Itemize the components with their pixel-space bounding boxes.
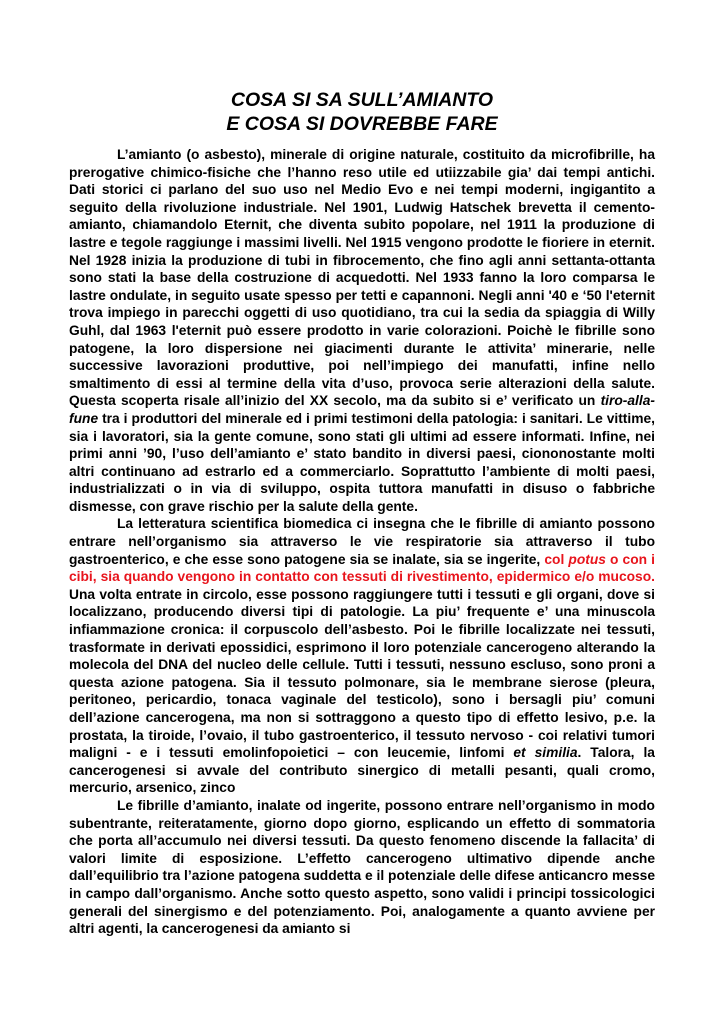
paragraph-1 <box>69 146 655 515</box>
title-line-2: E COSA SI DOVREBBE FARE <box>226 113 498 135</box>
paragraph-2-text-a: La letteratura scientifica biomedica ci insegna che le fibrille di amianto possono entrare nell’organismo sia attraverso le vie respiratorie sia attraverso il tubo gastroenterico, e che esse sono patogene sia se inalate, sia se ingerite, <box>69 516 655 567</box>
paragraph-2-text-b: Una volta entrate in circolo, esse possono raggiungere tutti i tessuti e gli organi, dove si localizzano, producendo diversi tipi di patologie. La piu’ frequente e’ una minuscola infiammazione cronica: il corpuscolo dell’asbesto. Poi le fibrille localizzate nei tessuti, trasformate in derivati epossidici, esprimono il loro potenziale cancerogeno alterando la molecola del DNA del nucleo delle cellule. Tutti i tessuti, nessuno escluso, sono proni a questa azione patogena. Sia il tessuto polmonare, sia le membrane sierose (pleura, peritoneo, pericardio, tonaca vaginale del testicolo), sono i bersagli piu’ comuni dell’azione cancerogena, ma non si sottraggono a questo tipo di effetto lesivo, p.e. la prostata, la tiroide, l’ovaio, il tubo gastroenterico, il tessuto nervoso - coi relativi tumori maligni - e i tessuti emolinfopoietici – con leucemie, linfomi <box>69 586 655 761</box>
document-body <box>69 146 655 938</box>
paragraph-1-text-a: L’amianto (o asbesto), minerale di origine naturale, costituito da microfibrille, ha prerogative chimico-fisiche che l’hanno reso utile ed utiizzabile gia’ dai tempi antichi. Dati storici ci parlano del suo uso nel Medio Evo e nei tempi moderni, ingigantito a seguito della rivoluzione industriale. Nel 1901, Ludwig Hatschek brevetta il cemento-amianto, chiamandolo Eternit, che diventa subito popolare, nel 1911 la produzione di lastre e tegole raggiunge i massimi livelli. Nel 1915 vengono prodotte le fioriere in eternit. Nel 1928 inizia la produzione di tubi in fibrocemento, che fino agli anni settanta-ottanta sono stati la base della costruzione di acquedotti. Nel 1933 fanno la loro comparsa le lastre ondulate, in seguito usate spesso per tetti e capannoni. Negli anni '40 e ‘50 l'eternit trova impiego in parecchi oggetti di uso quotidiano, tra cui la sedia da spiaggia di Willy Guhl, dal 1963 l'eternit può essere prodotto in varie colorazioni. Poichè le fibrille sono patogene, la loro dispersione nei giacimenti durante le attivita’ minerarie, nelle successive lavorazioni produttive, poi nell’impiego dei manufatti, infine nello smaltimento di essi al termine della vita d’uso, provoca serie alterazioni della salute. Questa scoperta risale all’inizio del XX secolo, ma da subito si e’ verificato un <box>69 147 655 409</box>
paragraph-2-emphasis: et similia <box>513 745 578 761</box>
paragraph-1-text-b: tra i produttori del minerale ed i primi testimoni della patologia: i sanitari. Le vittime, sia i lavoratori, sia la gente comune, sono stati gli ultimi ad essere informati. Infine, nei primi anni ’90, l’uso dell’amianto e’ stato bandito in diversi paesi, ciononostante molti altri continuano ad estrarlo ed a commerciarlo. Soprattutto l’ambiente di molti paesi, industrializzati o in via di sviluppo, ospita tuttora manufatti in disuso o fabbriche dismesse, con grave rischio per la salute della gente. <box>69 410 655 514</box>
paragraph-2-highlight-emphasis: potus <box>568 551 606 567</box>
document-title <box>0 88 724 136</box>
paragraph-2-highlight-a: col <box>544 551 569 567</box>
paragraph-2-highlight-b: o con i cibi, sia quando vengono in contatto con tessuti di rivestimento, epidermico e/o mucoso. <box>69 551 655 585</box>
paragraph-2-text-c: . Talora, la cancerogenesi si avvale del contributo sinergico di metalli pesanti, quali cromo, mercurio, arsenico, zinco <box>69 745 655 796</box>
title-line-1: COSA SI SA SULL’AMIANTO <box>230 89 494 111</box>
paragraph-3 <box>69 797 655 938</box>
paragraph-1-emphasis: tiro-alla-fune <box>69 393 655 426</box>
paragraph-3-text-a: Le fibrille d’amianto, inalate od ingerite, possono entrare nell’organismo in modo subentrante, reiteratamente, giorno dopo giorno, esplicando un effetto di sommatoria che porta all’accumulo nei diversi tessuti. Da questo fenomeno discende la fallacita’ di valori limite di esposizione. L’effetto cancerogeno ultimativo dipende anche dall’equilibrio tra l’azione patogena suddetta e il potenziale delle difese anticancro messe in campo dall’organismo. Anche sotto questo aspetto, sono validi i principi tossicologici generali del sinergismo e del potenziamento. Poi, analogamente a quanto avviene per altri agenti, la cancerogenesi da amianto si <box>69 797 655 937</box>
paragraph-2 <box>69 515 655 797</box>
